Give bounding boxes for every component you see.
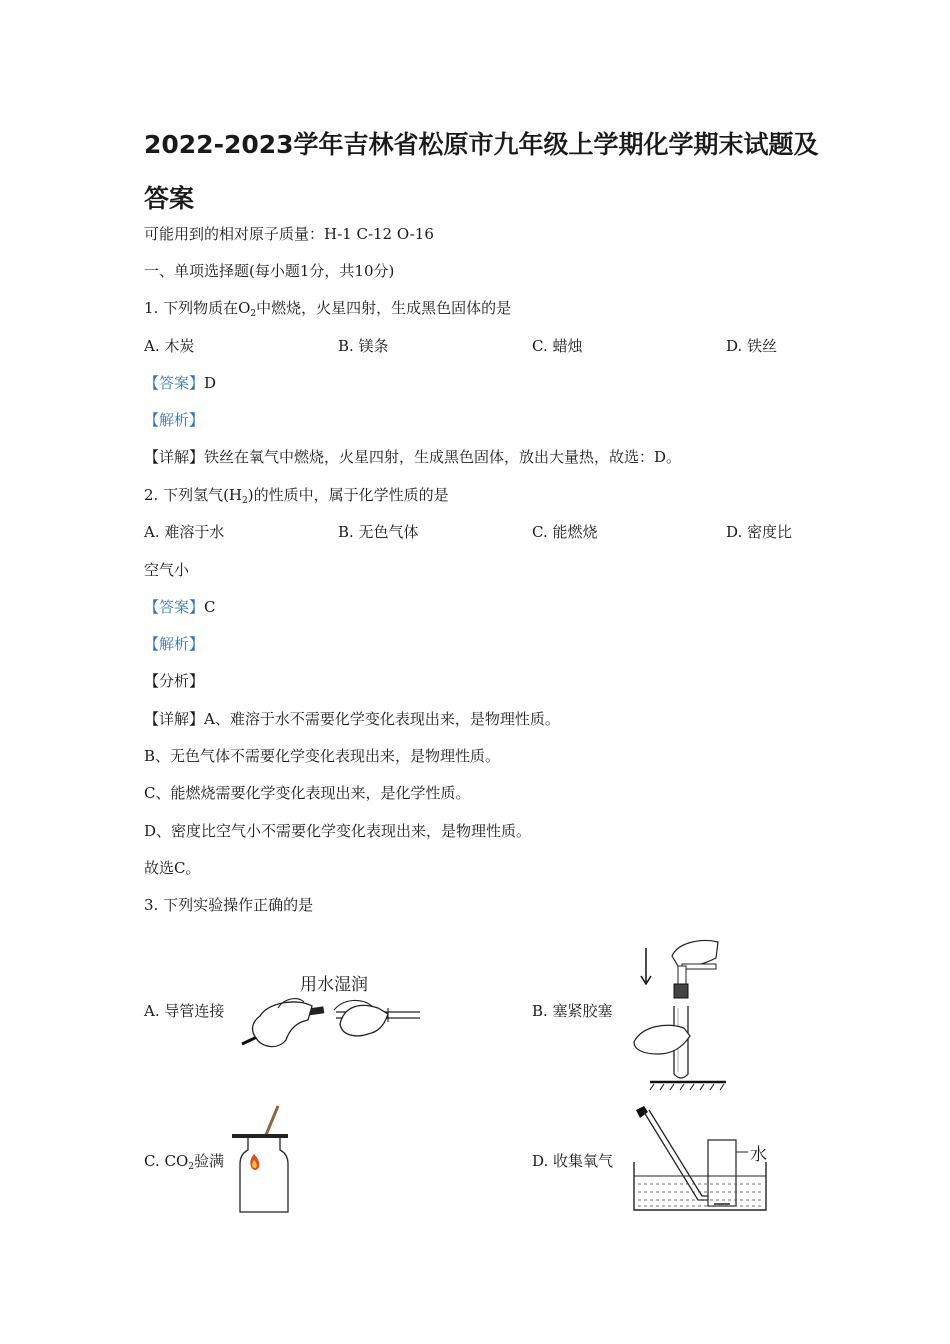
answer-tag: 【答案】 <box>144 374 205 392</box>
q1-analysis-tag <box>144 410 204 430</box>
analysis-tag: 【解析】 <box>144 411 205 429</box>
q1-stem-part: 中燃烧，火星四射，生成黑色固体的是 <box>256 299 512 317</box>
bottle-flame-drawing <box>228 1104 298 1216</box>
q1-option-c: C. 蜡烛 <box>532 337 583 355</box>
q3-c-part: C. CO <box>144 1152 189 1170</box>
detail-text: 铁丝在氧气中燃烧，火星四射，生成黑色固体，放出大量热，故选：D。 <box>204 448 682 466</box>
section-heading: 一、单项选择题(每小题1分，共10分) <box>144 262 395 280</box>
q1-option-d: D. 铁丝 <box>726 337 778 355</box>
q2-stem-part: )的性质中，属于化学性质的是 <box>247 486 449 504</box>
question-1-stem <box>144 298 511 324</box>
q1-option-b: B. 镁条 <box>338 337 389 355</box>
atomic-mass-line: 可能用到的相对原子质量：H-1 C-12 O-16 <box>144 225 434 243</box>
q3-option-b: B. 塞紧胶塞 <box>532 1002 613 1020</box>
question-2-stem <box>144 485 449 511</box>
q2-subscript: 2 <box>242 496 248 506</box>
q2-detail <box>144 709 560 729</box>
q2-detail-line-b: B、无色气体不需要化学变化表现出来，是物理性质。 <box>144 747 501 765</box>
q2-option-c: C. 能燃烧 <box>532 523 598 541</box>
detail-tag: 【详解】 <box>144 710 205 728</box>
q2-option-a: A. 难溶于水 <box>144 523 225 541</box>
q3-option-d: D. 收集氧气 <box>532 1152 614 1170</box>
stopper-tube-drawing <box>632 936 732 1092</box>
q2-stem-part: 2. 下列氢气(H <box>144 486 243 504</box>
q3-option-a: A. 导管连接 <box>144 1002 225 1020</box>
q2-fenxi-tag <box>144 671 204 691</box>
answer-tag: 【答案】 <box>144 598 205 616</box>
q1-option-a: A. 木炭 <box>144 337 195 355</box>
detail-text: A、难溶于水不需要化学变化表现出来，是物理性质。 <box>204 710 560 728</box>
q2-answer <box>144 597 216 617</box>
figure-stopper-insertion <box>632 936 732 1092</box>
q2-detail-line-d: D、密度比空气小不需要化学变化表现出来，是物理性质。 <box>144 822 532 840</box>
fenxi-tag: 【分析】 <box>144 672 205 690</box>
q1-answer <box>144 373 216 393</box>
answer-value: D <box>204 374 217 392</box>
q1-detail <box>144 447 681 467</box>
q3-c-part: 验满 <box>194 1152 225 1170</box>
figure-tube-connection <box>238 968 424 1052</box>
q2-option-d-continued: 空气小 <box>144 561 190 579</box>
detail-tag: 【详解】 <box>144 448 205 466</box>
q2-detail-line-c: C、能燃烧需要化学变化表现出来，是化学性质。 <box>144 784 471 802</box>
water-trough-drawing <box>630 1104 770 1216</box>
answer-value: C <box>204 598 216 616</box>
figure-a-label: 用水湿润 <box>300 975 368 995</box>
analysis-tag: 【解析】 <box>144 635 205 653</box>
q3-c-subscript: 2 <box>188 1162 194 1172</box>
q2-option-b: B. 无色气体 <box>338 523 419 541</box>
figure-oxygen-collection <box>630 1104 770 1216</box>
q1-stem-part: 1. 下列物质在O <box>144 299 251 317</box>
q3-option-c <box>144 1151 224 1177</box>
document-title: 2022-2023学年吉林省松原市九年级上学期化学期末试题及答案 <box>144 130 819 213</box>
figure-co2-test <box>228 1104 298 1216</box>
q1-subscript: 2 <box>250 309 257 319</box>
q2-conclusion: 故选C。 <box>144 859 201 877</box>
question-3-stem: 3. 下列实验操作正确的是 <box>144 896 314 914</box>
q2-option-d: D. 密度比 <box>726 523 793 541</box>
q2-analysis-tag <box>144 634 204 654</box>
figure-d-label: 水 <box>750 1145 767 1165</box>
